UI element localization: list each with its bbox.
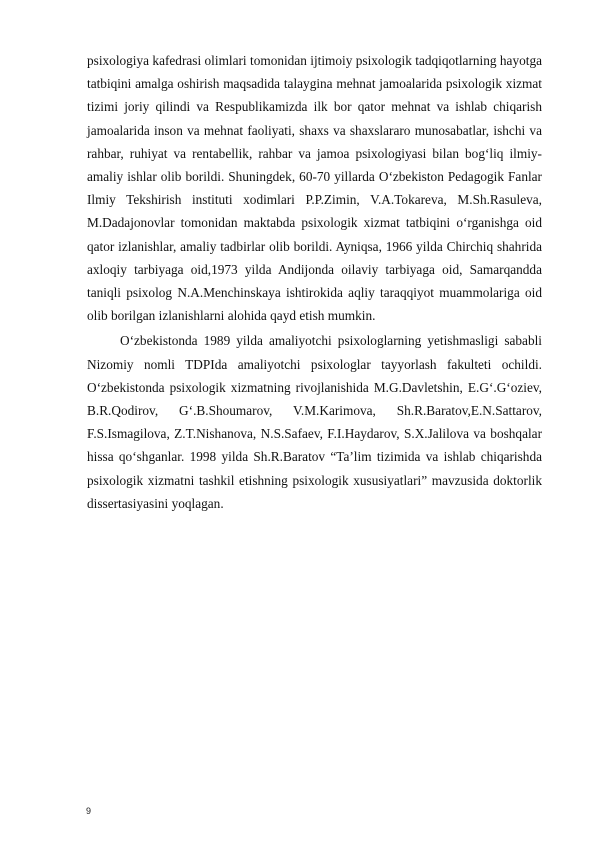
- body-text: [87, 49, 542, 515]
- paragraph-continued: psixologiya kafedrasi olimlari tomonidan ijtimoiy psixologik tadqiqotlarning hayotga tatbiqini amalga oshirish maqsadida talaygina mehnat jamoalarida psixologik xizmat tizimi joriy qilindi va Respublikamizda ilk bor qator mehnat va ishlab chiqarish jamoalarida inson va mehnat faoliyati, shaxs va shaxslararo munosabatlar, ishchi va rahbar, ruhiyat va rentabellik, rahbar va jamoa psixologiyasi bilan bog‘liq ilmiy-amaliy ishlar olib borildi. Shuningdek, 60-70 yillarda O‘zbekiston Pedagogik Fanlar Ilmiy Tekshirish instituti xodimlari P.P.Zimin, V.A.Tokareva, M.Sh.Rasuleva, M.Dadajonovlar tomonidan maktabda psixologik xizmat tatbiqini o‘rganishga oid qator izlanishlar, amaliy tadbirlar olib borildi. Ayniqsa, 1966 yilda Chirchiq shahrida axloqiy tarbiyaga oid,1973 yilda Andijonda oilaviy tarbiyaga oid, Samarqandda taniqli psixolog N.A.Menchinskaya ishtirokida aqliy taraqqiyot muammolariga oid olib borilgan izlanishlarni alohida qayd etish mumkin.: [87, 53, 542, 324]
- paragraph-indented: O‘zbekistonda 1989 yilda amaliyotchi psixologlarning yetishmasligi sababli Nizomiy nomli TDPIda amaliyotchi psixologlar tayyorlash fakulteti ochildi. O‘zbekistonda psixologik xizmatning rivojlanishida M.G.Davletshin, E.G‘.G‘oziev, B.R.Qodirov, G‘.B.Shoumarov, V.M.Karimova, Sh.R.Baratov,E.N.Sattarov, F.S.Ismagilova, Z.T.Nishanova, N.S.Safaev, F.I.Haydarov, S.X.Jalilova va boshqalar hissa qo‘shganlar. 1998 yilda Sh.R.Baratov “Ta’lim tizimida va ishlab chiqarishda psixologik xizmatni tashkil etishning psixologik xususiyatlari” mavzusida doktorlik dissertasiyasini yoqlagan.: [87, 333, 542, 511]
- page-number: 9: [86, 806, 92, 816]
